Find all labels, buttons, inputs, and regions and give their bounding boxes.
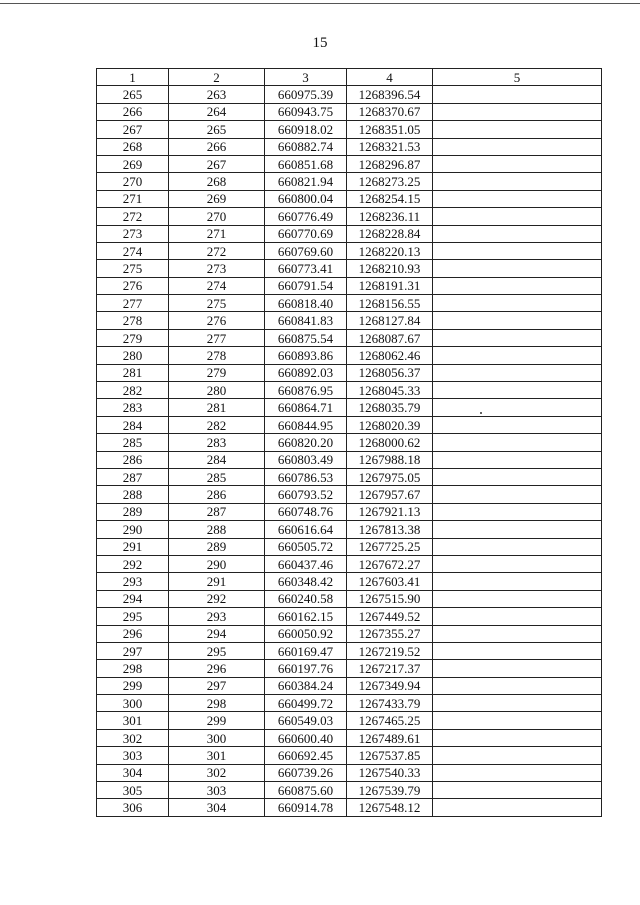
point-number-cell: 303 — [97, 747, 169, 764]
x-coordinate-cell: 660875.54 — [265, 329, 347, 346]
note-cell — [433, 103, 602, 120]
y-coordinate-cell: 1268056.37 — [347, 364, 433, 381]
table-row — [97, 782, 602, 799]
note-cell — [433, 747, 602, 764]
x-coordinate-cell: 660864.71 — [265, 399, 347, 416]
point-number-cell: 287 — [97, 468, 169, 485]
y-coordinate-cell: 1268273.25 — [347, 173, 433, 190]
table-row — [97, 364, 602, 381]
x-coordinate-cell: 660975.39 — [265, 86, 347, 103]
y-coordinate-cell: 1268191.31 — [347, 277, 433, 294]
previous-point-cell: 267 — [169, 155, 265, 172]
y-coordinate-cell: 1268236.11 — [347, 208, 433, 225]
y-coordinate-cell: 1268062.46 — [347, 347, 433, 364]
point-number-cell: 280 — [97, 347, 169, 364]
previous-point-cell: 285 — [169, 468, 265, 485]
y-coordinate-cell: 1267921.13 — [347, 503, 433, 520]
point-number-cell: 290 — [97, 521, 169, 538]
note-cell — [433, 695, 602, 712]
y-coordinate-cell: 1267217.37 — [347, 660, 433, 677]
point-number-cell: 277 — [97, 295, 169, 312]
previous-point-cell: 263 — [169, 86, 265, 103]
x-coordinate-cell: 660050.92 — [265, 625, 347, 642]
y-coordinate-cell: 1268087.67 — [347, 329, 433, 346]
y-coordinate-cell: 1268254.15 — [347, 190, 433, 207]
y-coordinate-cell: 1267603.41 — [347, 573, 433, 590]
y-coordinate-cell: 1268127.84 — [347, 312, 433, 329]
note-cell — [433, 399, 602, 416]
x-coordinate-cell: 660918.02 — [265, 121, 347, 138]
note-cell — [433, 329, 602, 346]
point-number-cell: 272 — [97, 208, 169, 225]
note-cell — [433, 138, 602, 155]
previous-point-cell: 275 — [169, 295, 265, 312]
previous-point-cell: 295 — [169, 642, 265, 659]
point-number-cell: 306 — [97, 799, 169, 816]
y-coordinate-cell: 1267465.25 — [347, 712, 433, 729]
point-number-cell: 273 — [97, 225, 169, 242]
point-number-cell: 291 — [97, 538, 169, 555]
note-cell — [433, 155, 602, 172]
point-number-cell: 271 — [97, 190, 169, 207]
table-row — [97, 277, 602, 294]
y-coordinate-cell: 1267515.90 — [347, 590, 433, 607]
y-coordinate-cell: 1267537.85 — [347, 747, 433, 764]
table-row — [97, 468, 602, 485]
previous-point-cell: 273 — [169, 260, 265, 277]
table-row — [97, 590, 602, 607]
x-coordinate-cell: 660348.42 — [265, 573, 347, 590]
table-row — [97, 329, 602, 346]
previous-point-cell: 276 — [169, 312, 265, 329]
table-row — [97, 555, 602, 572]
previous-point-cell: 286 — [169, 486, 265, 503]
column-header-5: 5 — [433, 69, 602, 86]
y-coordinate-cell: 1267449.52 — [347, 608, 433, 625]
x-coordinate-cell: 660769.60 — [265, 242, 347, 259]
previous-point-cell: 280 — [169, 382, 265, 399]
point-number-cell: 288 — [97, 486, 169, 503]
note-cell — [433, 260, 602, 277]
x-coordinate-cell: 660197.76 — [265, 660, 347, 677]
x-coordinate-cell: 660384.24 — [265, 677, 347, 694]
table-row — [97, 347, 602, 364]
x-coordinate-cell: 660943.75 — [265, 103, 347, 120]
table-row — [97, 260, 602, 277]
note-cell — [433, 590, 602, 607]
x-coordinate-cell: 660786.53 — [265, 468, 347, 485]
note-cell — [433, 486, 602, 503]
x-coordinate-cell: 660876.95 — [265, 382, 347, 399]
table-row — [97, 399, 602, 416]
point-number-cell: 292 — [97, 555, 169, 572]
previous-point-cell: 289 — [169, 538, 265, 555]
y-coordinate-cell: 1268156.55 — [347, 295, 433, 312]
table-row — [97, 573, 602, 590]
x-coordinate-cell: 660844.95 — [265, 416, 347, 433]
x-coordinate-cell: 660793.52 — [265, 486, 347, 503]
point-number-cell: 270 — [97, 173, 169, 190]
stray-mark — [480, 412, 482, 414]
note-cell — [433, 521, 602, 538]
point-number-cell: 305 — [97, 782, 169, 799]
y-coordinate-cell: 1267988.18 — [347, 451, 433, 468]
table-row — [97, 677, 602, 694]
x-coordinate-cell: 660776.49 — [265, 208, 347, 225]
table-row — [97, 451, 602, 468]
previous-point-cell: 277 — [169, 329, 265, 346]
previous-point-cell: 266 — [169, 138, 265, 155]
note-cell — [433, 799, 602, 816]
point-number-cell: 281 — [97, 364, 169, 381]
header-row — [97, 69, 602, 86]
point-number-cell: 275 — [97, 260, 169, 277]
y-coordinate-cell: 1268210.93 — [347, 260, 433, 277]
note-cell — [433, 434, 602, 451]
table-row — [97, 190, 602, 207]
x-coordinate-cell: 660821.94 — [265, 173, 347, 190]
previous-point-cell: 274 — [169, 277, 265, 294]
table-row — [97, 729, 602, 746]
table-row — [97, 208, 602, 225]
previous-point-cell: 303 — [169, 782, 265, 799]
y-coordinate-cell: 1267355.27 — [347, 625, 433, 642]
note-cell — [433, 573, 602, 590]
previous-point-cell: 291 — [169, 573, 265, 590]
y-coordinate-cell: 1268000.62 — [347, 434, 433, 451]
x-coordinate-cell: 660820.20 — [265, 434, 347, 451]
y-coordinate-cell: 1267539.79 — [347, 782, 433, 799]
point-number-cell: 299 — [97, 677, 169, 694]
x-coordinate-cell: 660893.86 — [265, 347, 347, 364]
previous-point-cell: 279 — [169, 364, 265, 381]
y-coordinate-cell: 1267540.33 — [347, 764, 433, 781]
note-cell — [433, 555, 602, 572]
note-cell — [433, 677, 602, 694]
table-row — [97, 764, 602, 781]
point-number-cell: 269 — [97, 155, 169, 172]
previous-point-cell: 304 — [169, 799, 265, 816]
table-row — [97, 486, 602, 503]
note-cell — [433, 503, 602, 520]
y-coordinate-cell: 1268045.33 — [347, 382, 433, 399]
y-coordinate-cell: 1267957.67 — [347, 486, 433, 503]
previous-point-cell: 290 — [169, 555, 265, 572]
y-coordinate-cell: 1268220.13 — [347, 242, 433, 259]
y-coordinate-cell: 1267548.12 — [347, 799, 433, 816]
table-row — [97, 173, 602, 190]
y-coordinate-cell: 1267433.79 — [347, 695, 433, 712]
note-cell — [433, 764, 602, 781]
y-coordinate-cell: 1267219.52 — [347, 642, 433, 659]
point-number-cell: 285 — [97, 434, 169, 451]
note-cell — [433, 242, 602, 259]
column-header-1: 1 — [97, 69, 169, 86]
point-number-cell: 304 — [97, 764, 169, 781]
table-row — [97, 138, 602, 155]
previous-point-cell: 299 — [169, 712, 265, 729]
point-number-cell: 278 — [97, 312, 169, 329]
previous-point-cell: 288 — [169, 521, 265, 538]
table-row — [97, 538, 602, 555]
table-row — [97, 434, 602, 451]
point-number-cell: 283 — [97, 399, 169, 416]
note-cell — [433, 729, 602, 746]
page-number: 15 — [312, 35, 328, 51]
previous-point-cell: 265 — [169, 121, 265, 138]
column-header-3: 3 — [265, 69, 347, 86]
previous-point-cell: 292 — [169, 590, 265, 607]
table-row — [97, 103, 602, 120]
table-row — [97, 642, 602, 659]
point-number-cell: 294 — [97, 590, 169, 607]
y-coordinate-cell: 1268321.53 — [347, 138, 433, 155]
x-coordinate-cell: 660803.49 — [265, 451, 347, 468]
point-number-cell: 297 — [97, 642, 169, 659]
y-coordinate-cell: 1267813.38 — [347, 521, 433, 538]
point-number-cell: 267 — [97, 121, 169, 138]
previous-point-cell: 268 — [169, 173, 265, 190]
table-row — [97, 695, 602, 712]
x-coordinate-cell: 660818.40 — [265, 295, 347, 312]
point-number-cell: 298 — [97, 660, 169, 677]
y-coordinate-cell: 1268020.39 — [347, 416, 433, 433]
x-coordinate-cell: 660240.58 — [265, 590, 347, 607]
point-number-cell: 300 — [97, 695, 169, 712]
note-cell — [433, 382, 602, 399]
y-coordinate-cell: 1268351.05 — [347, 121, 433, 138]
x-coordinate-cell: 660851.68 — [265, 155, 347, 172]
table-row — [97, 503, 602, 520]
x-coordinate-cell: 660791.54 — [265, 277, 347, 294]
previous-point-cell: 272 — [169, 242, 265, 259]
note-cell — [433, 347, 602, 364]
note-cell — [433, 121, 602, 138]
table-row — [97, 295, 602, 312]
point-number-cell: 295 — [97, 608, 169, 625]
x-coordinate-cell: 660841.83 — [265, 312, 347, 329]
x-coordinate-cell: 660773.41 — [265, 260, 347, 277]
x-coordinate-cell: 660616.64 — [265, 521, 347, 538]
y-coordinate-cell: 1267725.25 — [347, 538, 433, 555]
note-cell — [433, 277, 602, 294]
note-cell — [433, 642, 602, 659]
table-row — [97, 155, 602, 172]
note-cell — [433, 468, 602, 485]
point-number-cell: 289 — [97, 503, 169, 520]
note-cell — [433, 608, 602, 625]
x-coordinate-cell: 660437.46 — [265, 555, 347, 572]
previous-point-cell: 283 — [169, 434, 265, 451]
y-coordinate-cell: 1268035.79 — [347, 399, 433, 416]
x-coordinate-cell: 660549.03 — [265, 712, 347, 729]
table-row — [97, 521, 602, 538]
y-coordinate-cell: 1268228.84 — [347, 225, 433, 242]
previous-point-cell: 269 — [169, 190, 265, 207]
x-coordinate-cell: 660600.40 — [265, 729, 347, 746]
column-header-2: 2 — [169, 69, 265, 86]
point-number-cell: 296 — [97, 625, 169, 642]
y-coordinate-cell: 1267489.61 — [347, 729, 433, 746]
table-row — [97, 242, 602, 259]
table-row — [97, 608, 602, 625]
x-coordinate-cell: 660499.72 — [265, 695, 347, 712]
table-row — [97, 121, 602, 138]
point-number-cell: 266 — [97, 103, 169, 120]
y-coordinate-cell: 1268370.67 — [347, 103, 433, 120]
point-number-cell: 279 — [97, 329, 169, 346]
previous-point-cell: 296 — [169, 660, 265, 677]
note-cell — [433, 782, 602, 799]
y-coordinate-cell: 1267975.05 — [347, 468, 433, 485]
point-number-cell: 284 — [97, 416, 169, 433]
table-row — [97, 712, 602, 729]
table-row — [97, 86, 602, 103]
table-header — [97, 69, 602, 86]
previous-point-cell: 301 — [169, 747, 265, 764]
point-number-cell: 301 — [97, 712, 169, 729]
previous-point-cell: 297 — [169, 677, 265, 694]
point-number-cell: 274 — [97, 242, 169, 259]
x-coordinate-cell: 660162.15 — [265, 608, 347, 625]
x-coordinate-cell: 660739.26 — [265, 764, 347, 781]
note-cell — [433, 416, 602, 433]
previous-point-cell: 282 — [169, 416, 265, 433]
note-cell — [433, 86, 602, 103]
previous-point-cell: 294 — [169, 625, 265, 642]
note-cell — [433, 225, 602, 242]
table-body — [97, 86, 602, 816]
x-coordinate-cell: 660882.74 — [265, 138, 347, 155]
previous-point-cell: 270 — [169, 208, 265, 225]
column-header-4: 4 — [347, 69, 433, 86]
table-row — [97, 660, 602, 677]
x-coordinate-cell: 660800.04 — [265, 190, 347, 207]
previous-point-cell: 278 — [169, 347, 265, 364]
table-row — [97, 312, 602, 329]
point-number-cell: 302 — [97, 729, 169, 746]
y-coordinate-cell: 1268296.87 — [347, 155, 433, 172]
previous-point-cell: 298 — [169, 695, 265, 712]
table-row — [97, 225, 602, 242]
note-cell — [433, 538, 602, 555]
y-coordinate-cell: 1268396.54 — [347, 86, 433, 103]
note-cell — [433, 712, 602, 729]
point-number-cell: 276 — [97, 277, 169, 294]
x-coordinate-cell: 660692.45 — [265, 747, 347, 764]
coordinates-table — [96, 68, 602, 817]
table-row — [97, 382, 602, 399]
table-row — [97, 416, 602, 433]
x-coordinate-cell: 660748.76 — [265, 503, 347, 520]
x-coordinate-cell: 660505.72 — [265, 538, 347, 555]
point-number-cell: 293 — [97, 573, 169, 590]
note-cell — [433, 451, 602, 468]
previous-point-cell: 302 — [169, 764, 265, 781]
point-number-cell: 265 — [97, 86, 169, 103]
note-cell — [433, 295, 602, 312]
previous-point-cell: 293 — [169, 608, 265, 625]
top-rule — [0, 3, 640, 4]
note-cell — [433, 364, 602, 381]
y-coordinate-cell: 1267672.27 — [347, 555, 433, 572]
note-cell — [433, 190, 602, 207]
note-cell — [433, 312, 602, 329]
x-coordinate-cell: 660770.69 — [265, 225, 347, 242]
note-cell — [433, 660, 602, 677]
previous-point-cell: 281 — [169, 399, 265, 416]
y-coordinate-cell: 1267349.94 — [347, 677, 433, 694]
previous-point-cell: 300 — [169, 729, 265, 746]
note-cell — [433, 625, 602, 642]
table-row — [97, 799, 602, 816]
note-cell — [433, 173, 602, 190]
note-cell — [433, 208, 602, 225]
previous-point-cell: 284 — [169, 451, 265, 468]
point-number-cell: 282 — [97, 382, 169, 399]
previous-point-cell: 264 — [169, 103, 265, 120]
point-number-cell: 268 — [97, 138, 169, 155]
x-coordinate-cell: 660169.47 — [265, 642, 347, 659]
x-coordinate-cell: 660914.78 — [265, 799, 347, 816]
point-number-cell: 286 — [97, 451, 169, 468]
previous-point-cell: 271 — [169, 225, 265, 242]
table-row — [97, 625, 602, 642]
x-coordinate-cell: 660892.03 — [265, 364, 347, 381]
previous-point-cell: 287 — [169, 503, 265, 520]
table-row — [97, 747, 602, 764]
x-coordinate-cell: 660875.60 — [265, 782, 347, 799]
